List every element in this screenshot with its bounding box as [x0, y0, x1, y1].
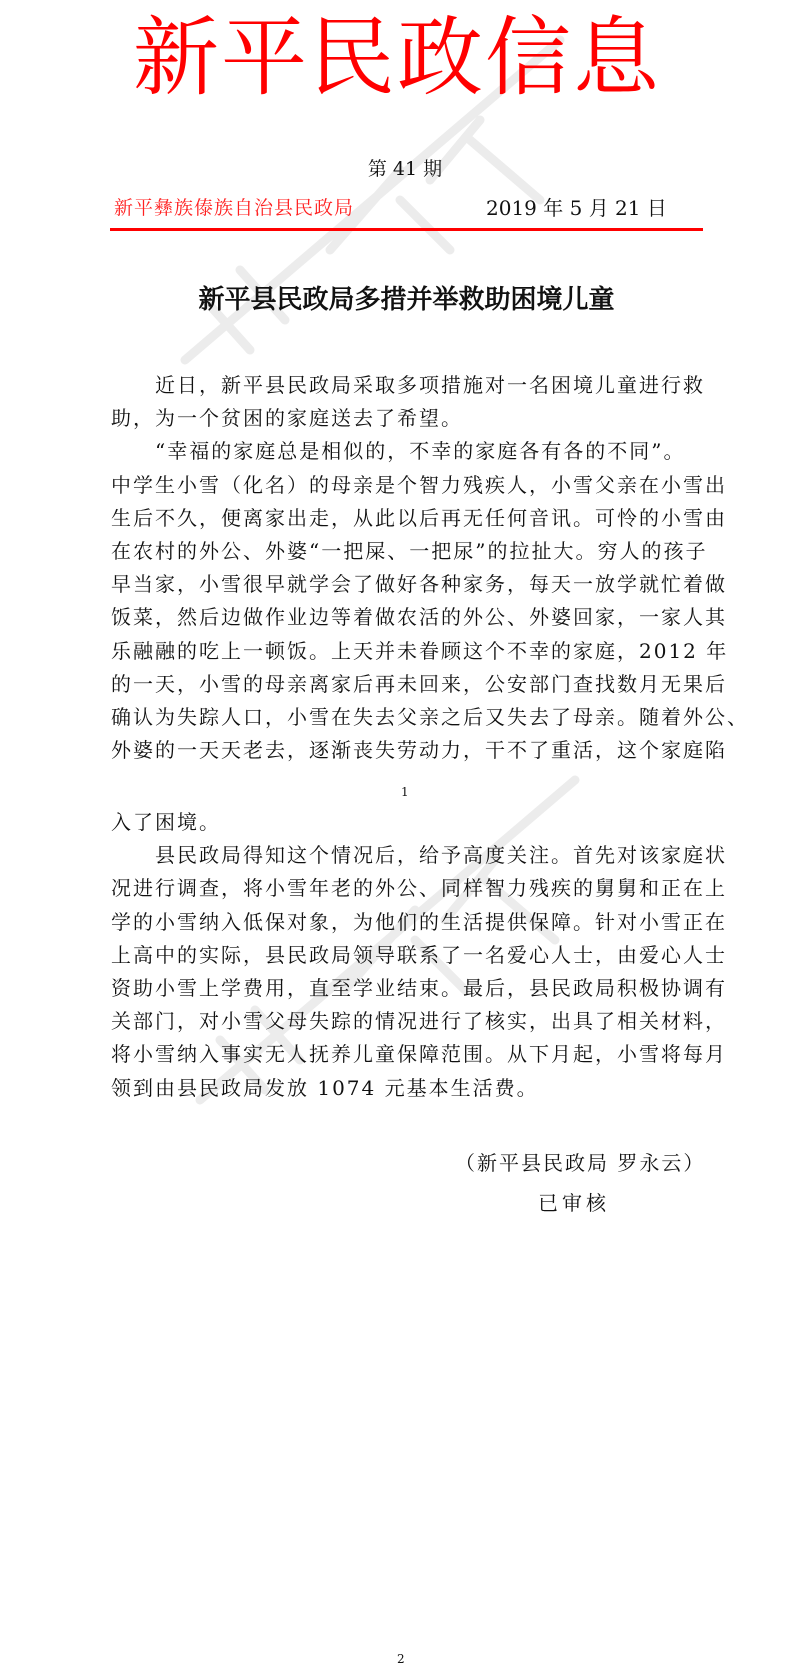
text-line: 上高中的实际，县民政局领导联系了一名爱心人士，由爱心人士 [111, 942, 727, 967]
article-title: 新平县民政局多措并举救助困境儿童 [198, 285, 615, 315]
text-line: “幸福的家庭总是相似的，不幸的家庭各有各的不同”。 [111, 439, 686, 464]
text-line: 学的小雪纳入低保对象，为他们的生活提供保障。针对小雪正在 [111, 909, 727, 934]
review-status: 已审核 [538, 1191, 610, 1215]
text-line: 早当家，小雪很早就学会了做好各种家务，每天一放学就忙着做 [111, 572, 727, 597]
page-number: 1 [401, 785, 409, 799]
text-line: 县民政局得知这个情况后，给予高度关注。首先对该家庭状 [111, 843, 727, 868]
text-line: 乐融融的吃上一顿饭。上天并未眷顾这个不幸的家庭，2012 年 [111, 638, 729, 663]
text-line: 将小雪纳入事实无人抚养儿童保障范围。从下月起，小雪将每月 [111, 1042, 727, 1067]
page-number: 2 [397, 1652, 405, 1666]
author-signature: （新平县民政局 罗永云） [455, 1151, 706, 1175]
text-line: 确认为失踪人口，小雪在失去父亲之后又失去了母亲。随着外公、 [111, 705, 749, 729]
masthead-title: 新平民政信息 [133, 8, 661, 108]
red-divider [110, 228, 703, 231]
text-line: 入了困境。 [111, 810, 221, 834]
text-line: 饭菜，然后边做作业边等着做农活的外公、外婆回家，一家人其 [111, 605, 727, 630]
text-line: 生后不久，便离家出走，从此以后再无任何音讯。可怜的小雪由 [111, 505, 727, 530]
text-line: 在农村的外公、外婆“一把屎、一把尿”的拉扯大。穷人的孩子 [111, 539, 708, 563]
issue-date: 2019 年 5 月 21 日 [486, 196, 667, 220]
issue-number: 第 41 期 [367, 158, 443, 180]
text-line: 中学生小雪（化名）的母亲是个智力残疾人，小雪父亲在小雪出 [111, 472, 727, 497]
text-line: 资助小雪上学费用，直至学业结束。最后，县民政局积极协调有 [111, 976, 727, 1000]
text-line: 领到由县民政局发放 1074 元基本生活费。 [111, 1075, 539, 1100]
text-line: 助，为一个贫困的家庭送去了希望。 [111, 406, 463, 431]
text-line: 关部门，对小雪父母失踪的情况进行了核实，出具了相关材料， [111, 1009, 727, 1034]
issuing-organization: 新平彝族傣族自治县民政局 [114, 197, 355, 219]
text-line: 的一天，小雪的母亲离家后再未回来，公安部门查找数月无果后 [111, 671, 727, 696]
text-line: 况进行调查，将小雪年老的外公、同样智力残疾的舅舅和正在上 [111, 876, 727, 901]
text-line: 外婆的一天天老去，逐渐丧失劳动力，干不了重活，这个家庭陷 [111, 738, 727, 763]
text-line: 近日，新平县民政局采取多项措施对一名困境儿童进行救 [111, 373, 705, 397]
